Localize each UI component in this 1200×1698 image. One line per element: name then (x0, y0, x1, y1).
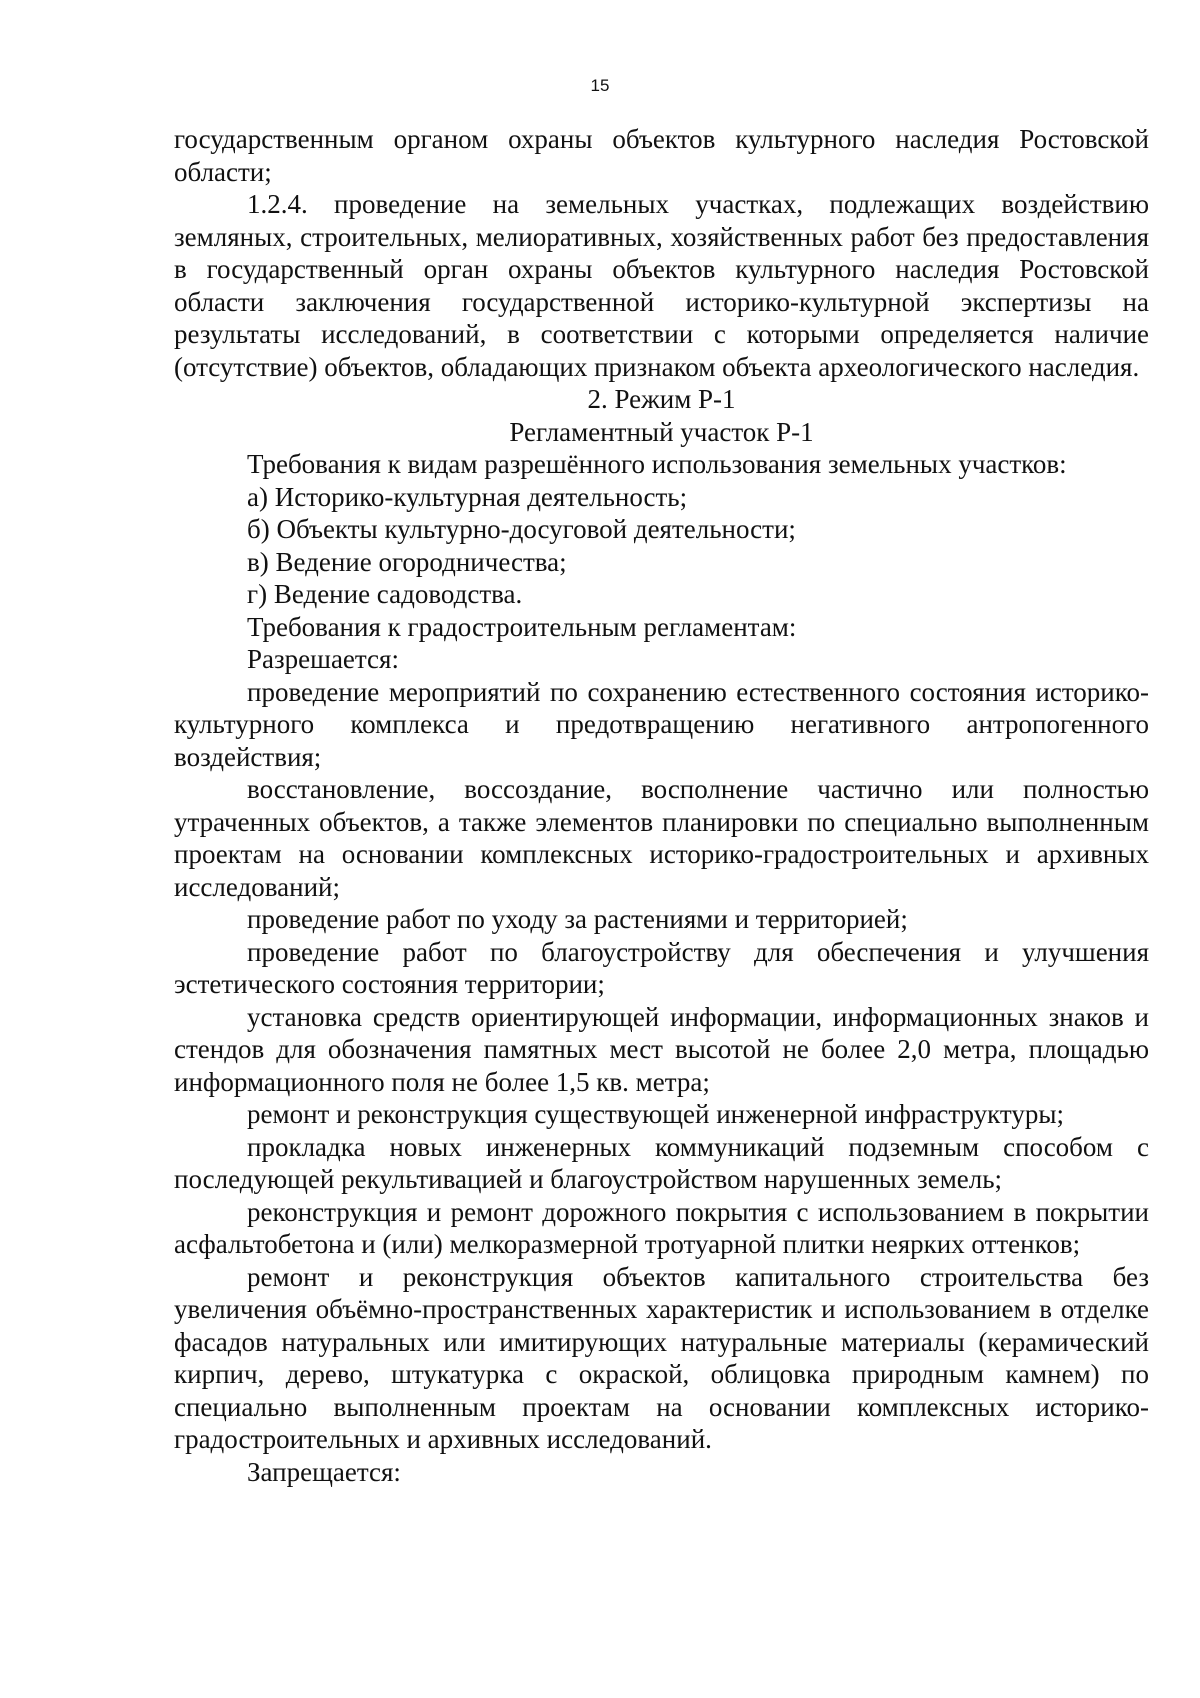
land-use-item-b: б) Объекты культурно-досуговой деятельности; (247, 514, 796, 544)
page-number: 15 (590, 76, 610, 95)
allowed-item: установка средств ориентирующей информации, информационных знаков и стендов для обозначения памятных мест высотой не более 2,0 метра, площадью информационного поля не более 1,5 кв. метра; (174, 1001, 1149, 1097)
document-body (174, 123, 1149, 1488)
land-use-requirements-heading: Требования к видам разрешённого использования земельных участков: (247, 449, 1067, 479)
allowed-item: прокладка новых инженерных коммуникаций подземным способом с последующей рекультивацией и благоустройством нарушенных земель; (174, 1131, 1149, 1194)
allowed-item: ремонт и реконструкция объектов капитального строительства без увеличения объёмно-пространственных характеристик и использованием в отделке фасадов натуральных или имитирующих натуральные материалы (керамический кирпич, дерево, штукатурка с окраской, облицовка природным камнем) по специально выполненным проектам на основании комплексных историко-градостроительных и архивных исследований. (174, 1261, 1149, 1454)
allowed-item: проведение работ по благоустройству для обеспечения и улучшения эстетического состояния территории; (174, 936, 1149, 999)
allowed-item: восстановление, воссоздание, восполнение частично или полностью утраченных объектов, а также элементов планировки по специально выполненным проектам на основании комплексных историко-градостроительных и архивных исследований; (174, 774, 1149, 902)
prohibited-heading: Запрещается: (247, 1456, 401, 1487)
paragraph-item-1-2-4: 1.2.4. проведение на земельных участках, подлежащих воздействию земляных, строительных, мелиоративных, хозяйственных работ без предоставления в государственный орган охраны объектов культурного наследия Ростовской области заключения государственной историко-культурной экспертизы на результаты исследований, в соответствии с которыми определяется наличие (отсутствие) объектов, обладающих признаком объекта археологического наследия. (174, 189, 1149, 382)
allowed-item: ремонт и реконструкция существующей инженерной инфраструктуры; (247, 1099, 1064, 1129)
allowed-item: проведение мероприятий по сохранению естественного состояния историко-культурного комплекса и предотвращению негативного антропогенного воздействия; (174, 676, 1149, 772)
land-use-item-a: а) Историко-культурная деятельность; (247, 481, 688, 512)
allowed-item: реконструкция и ремонт дорожного покрытия с использованием в покрытии асфальтобетона и (или) мелкоразмерной тротуарной плитки неярких оттенков; (174, 1196, 1149, 1259)
allowed-item: проведение работ по уходу за растениями и территорией; (247, 904, 908, 934)
section-subheading: Регламентный участок Р-1 (509, 416, 814, 447)
section-heading: 2. Режим Р-1 (587, 384, 736, 414)
regulations-heading: Требования к градостроительным регламентам: (247, 611, 797, 642)
allowed-heading: Разрешается: (247, 644, 399, 674)
land-use-item-g: г) Ведение садоводства. (247, 579, 523, 609)
land-use-item-v: в) Ведение огородничества; (247, 546, 567, 577)
paragraph-continuation: государственным органом охраны объектов культурного наследия Ростовской области; (174, 124, 1149, 187)
